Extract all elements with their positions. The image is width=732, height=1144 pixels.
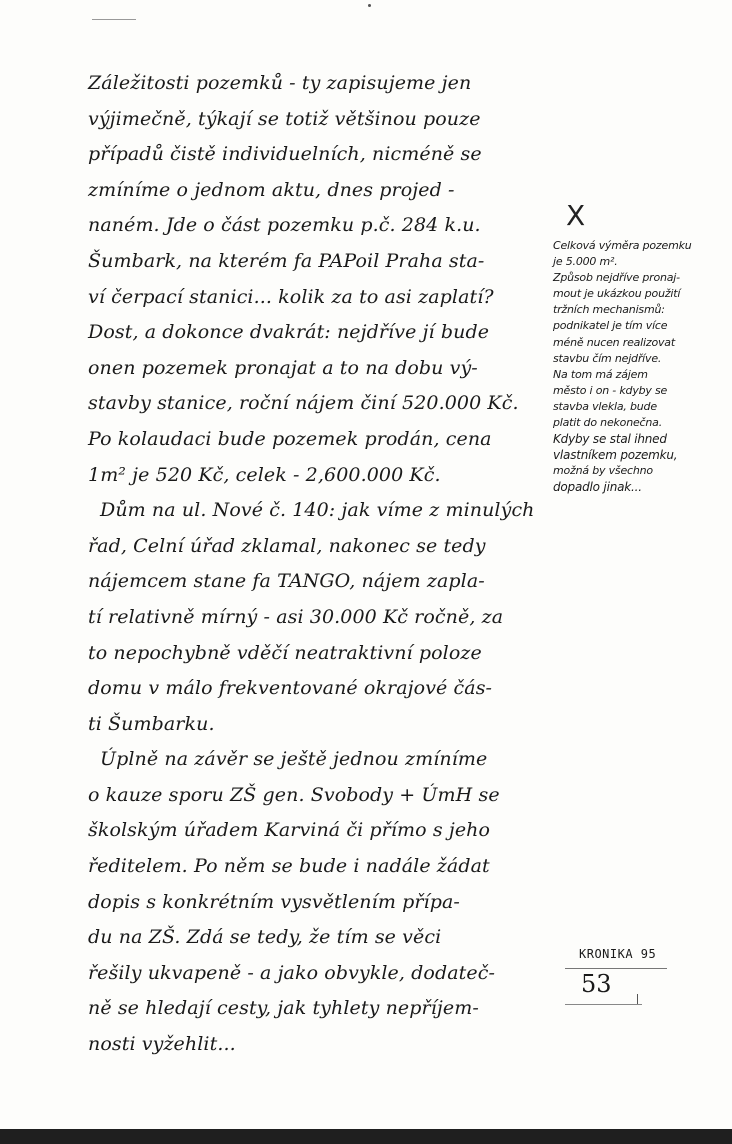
- text-line: o kauze sporu ZŠ gen. Svobody + ÚmH se: [88, 783, 500, 806]
- side-note-line: platit do nekonečna.: [553, 416, 663, 430]
- text-line: nosti vyžehlit...: [88, 1033, 236, 1056]
- text-line: ví čerpací stanici... kolik za to asi zaplatí?: [88, 285, 494, 308]
- text-line: Záležitosti pozemků - ty zapisujeme jen: [88, 72, 472, 94]
- text-line: ně se hledají cesty, jak tyhlety nepříjem-: [88, 997, 479, 1020]
- side-note-line: dopadlo jinak...: [553, 480, 642, 495]
- chronicle-label: KRONIKA 95: [579, 947, 657, 961]
- side-note: [553, 238, 731, 496]
- text-line: Šumbark, na kterém fa PAPoil Praha sta-: [88, 249, 485, 272]
- text-line: tí relativně mírný - asi 30.000 Kč ročně, za: [88, 605, 504, 628]
- side-note-line: mout je ukázkou použití: [553, 287, 681, 301]
- chronicle-rule: [565, 968, 667, 969]
- text-line: ředitelem. Po něm se bude i nadále žádat: [88, 855, 490, 878]
- page-number-tick: [637, 994, 638, 1004]
- text-line: Po kolaudaci bude pozemek prodán, cena: [88, 427, 492, 450]
- page-number: 53: [581, 970, 612, 998]
- top-margin-mark: [92, 19, 136, 20]
- side-note-line: vlastníkem pozemku,: [553, 448, 678, 463]
- side-note-line: stavbu čím nejdříve.: [553, 351, 662, 365]
- text-line: zmíníme o jednom aktu, dnes projed -: [88, 178, 455, 201]
- side-note-line: tržních mechanismů:: [553, 303, 665, 317]
- side-note-line: možná by všechno: [553, 464, 653, 478]
- side-note-line: podnikatel je tím více: [553, 319, 668, 333]
- side-note-line: Způsob nejdříve pronaj-: [553, 271, 680, 285]
- text-line: dopis s konkrétním vysvětlením přípa-: [88, 890, 460, 913]
- text-line: řad, Celní úřad zklamal, nakonec se tedy: [88, 534, 486, 557]
- side-note-line: stavba vlekla, bude: [553, 399, 657, 413]
- text-line: onen pozemek pronajat a to na dobu vý-: [88, 356, 478, 379]
- text-line: školským úřadem Karviná či přímo s jeho: [88, 819, 491, 842]
- page-number-rule: [565, 1004, 642, 1005]
- text-line: Dům na ul. Nové č. 140: jak víme z minulých: [100, 499, 535, 522]
- side-note-line: Celková výměra pozemku: [553, 239, 692, 252]
- text-line: Úplně na závěr se ještě jednou zmíníme: [100, 748, 488, 771]
- text-line: řešily ukvapeně - a jako obvykle, dodateč-: [88, 961, 495, 984]
- text-line: naném. Jde o část pozemku p.č. 284 k.u.: [88, 214, 481, 237]
- scan-bottom-edge: [0, 1129, 732, 1144]
- text-line: výjimečně, týkají se totiž většinou pouze: [88, 107, 481, 130]
- text-line: případů čistě individuelních, nicméně se: [88, 143, 482, 166]
- text-line: nájemcem stane fa TANGO, nájem zapla-: [88, 570, 485, 593]
- text-line: 1m² je 520 Kč, celek - 2,600.000 Kč.: [88, 463, 441, 486]
- text-line: ti Šumbarku.: [88, 712, 215, 735]
- text-line: Dost, a dokonce dvakrát: nejdříve jí bude: [88, 321, 490, 344]
- main-handwritten-text: [88, 66, 558, 1063]
- text-line: du na ZŠ. Zdá se tedy, že tím se věci: [88, 926, 442, 949]
- top-dot-mark: [368, 4, 371, 7]
- note-reference-mark: X: [566, 199, 586, 232]
- text-line: to nepochybně vděčí neatraktivní poloze: [88, 641, 482, 664]
- side-note-line: méně nucen realizovat: [553, 335, 675, 349]
- side-note-line: je 5.000 m².: [553, 255, 618, 269]
- side-note-line: Kdyby se stal ihned: [553, 432, 667, 447]
- side-note-line: město i on - kdyby se: [553, 383, 668, 397]
- text-line: stavby stanice, roční nájem činí 520.000 Kč.: [88, 392, 519, 415]
- text-line: domu v málo frekventované okrajové čás-: [88, 677, 493, 700]
- side-note-line: Na tom má zájem: [553, 367, 648, 381]
